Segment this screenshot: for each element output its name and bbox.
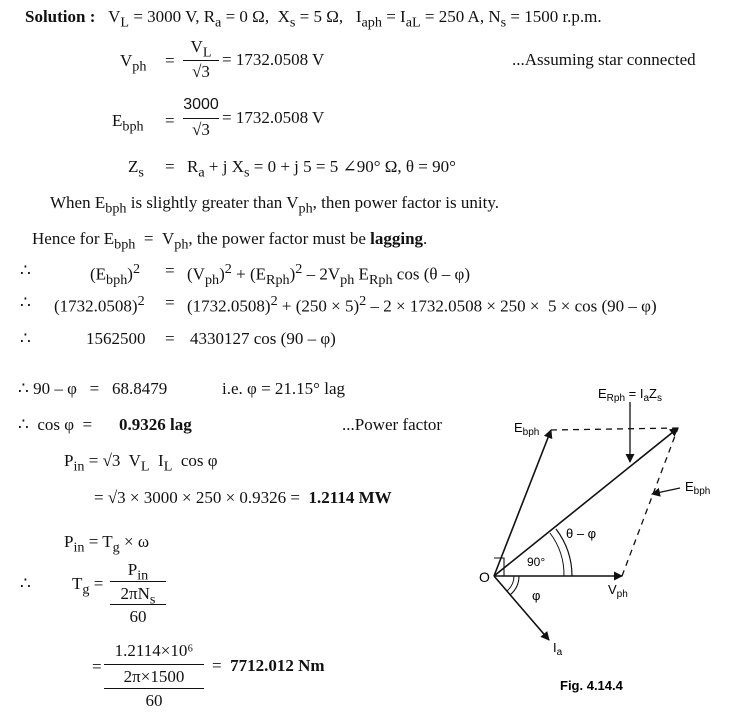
tg-den: 60 [129, 607, 147, 626]
ebph-result: = 1732.0508 V [222, 108, 325, 127]
theta-phi-arc-inner [550, 533, 564, 576]
ebph-right-pointer [652, 488, 680, 494]
label-origin: O [479, 569, 490, 585]
tg2-mid: 2π×1500 [123, 667, 185, 686]
ebph-num: 3000 [183, 96, 219, 113]
eq3-rhs: 4330127 cos (90 – φ) [190, 329, 336, 348]
label-erph: $E_{Rph} = I_aZ_s$ [598, 386, 662, 404]
vph-note: ...Assuming star connected [512, 50, 696, 69]
tg-mid: $2\pi N_s$ [120, 584, 156, 608]
tg-num: $P_{in}$ [127, 560, 149, 584]
text-lagging: Hence for $E_{bph} = V_{ph}$, the power factor must be lagging. [32, 229, 428, 253]
pin2-expr: = √3 × 3000 × 250 × 0.9326 = [94, 488, 301, 507]
angle-rhs: i.e. φ = 21.15° lag [222, 379, 345, 398]
lagging-word: lagging [370, 229, 424, 248]
ebph-lhs: $E_{bph}$ [112, 111, 144, 135]
vph-den: √3 [192, 62, 210, 81]
tg2-result: 7712.012 Nm [230, 656, 325, 675]
vph-result: = 1732.0508 V [222, 50, 325, 69]
text-unity-pf: When $E_{bph}$ is slightly greater than $V_{ph}$, then power factor is unity. [50, 193, 499, 217]
label-ebph-left: $E_{bph}$ [514, 420, 540, 438]
eq-sign: = [165, 51, 175, 70]
eq2-rhs: $(1732.0508)^2 + (250 \times 5)^2 - 2 \times 1732.0508 \times 250 \times 5 \times \cos (90 - \varphi)$ [187, 293, 657, 316]
ia-vector [494, 576, 549, 640]
therefore-1: ∴ [20, 261, 31, 280]
eq-sign: = [165, 111, 175, 130]
pin-line-1: $P_{in} = √3$ $V_L$ $I_L$ cos φ [64, 451, 218, 475]
therefore-3: ∴ [20, 329, 31, 348]
vph-num: $V_L$ [190, 37, 212, 61]
eq-sign: = [165, 261, 175, 280]
angle-lhs: ∴ 90 – φ = 68.8479 [18, 379, 168, 398]
eq2-lhs: $(1732.0508)^2$ [54, 293, 145, 316]
pin-line-3: $P_{in} = T_g \times \omega$ [64, 532, 150, 556]
label-vph: $V_{ph}$ [608, 582, 628, 600]
label-ia: $I_a$ [553, 640, 563, 658]
therefore-4: ∴ [20, 574, 31, 593]
phi-arc-inner [507, 576, 514, 591]
tg2-den: 60 [145, 691, 163, 710]
pin2-result: 1.2114 MW [308, 488, 392, 507]
zs-rhs: $R_a + j$ $X_s = 0 + j$ 5 = 5 ∠90° Ω, θ = 90° [187, 157, 456, 181]
dashed-top [551, 428, 678, 430]
pf-note: ...Power factor [342, 415, 443, 434]
eq-sign: = [92, 657, 102, 676]
solution-label: Solution : [25, 7, 96, 26]
label-phi: φ [532, 588, 541, 603]
eq3-lhs: 1562500 [86, 329, 146, 348]
eq-sign: = [165, 157, 175, 176]
eq1-rhs: $(V_{ph})^2 + (E_{Rph})^2 - 2V_{ph}$ $E_{Rph}$ cos (θ – φ) [187, 261, 470, 289]
eq1-lhs: $(E_{bph})^2$ [90, 261, 141, 289]
eq-sign: = [165, 329, 175, 348]
label-90: 90° [527, 555, 546, 569]
tg2-num: 1.2114×10⁶ [114, 641, 194, 660]
tg2-result-line: = 7712.012 Nm [212, 656, 325, 675]
pf-value-text: 0.9326 lag [119, 415, 192, 434]
pf-lhs: ∴ cos φ = [18, 415, 93, 434]
figure-caption: Fig. 4.14.4 [560, 678, 623, 693]
label-ebph-right: $E_{bph}$ [685, 479, 711, 497]
eq-sign: = [165, 293, 175, 312]
given-values: $V_L = 3000$ V, $R_a = 0$ Ω, $X_s = 5$ Ω, $I_{aph} = I_{aL} = 250$ A, $N_s = 1500$ r.p.m. [99, 7, 602, 31]
vph-lhs: $V_{ph}$ [120, 51, 147, 75]
label-theta-phi: θ – φ [566, 526, 597, 541]
tg-lhs: $T_g$ = [72, 574, 104, 598]
zs-lhs: $Z_s$ [128, 157, 144, 181]
ebph-den: √3 [192, 120, 210, 139]
therefore-2: ∴ [20, 293, 31, 312]
